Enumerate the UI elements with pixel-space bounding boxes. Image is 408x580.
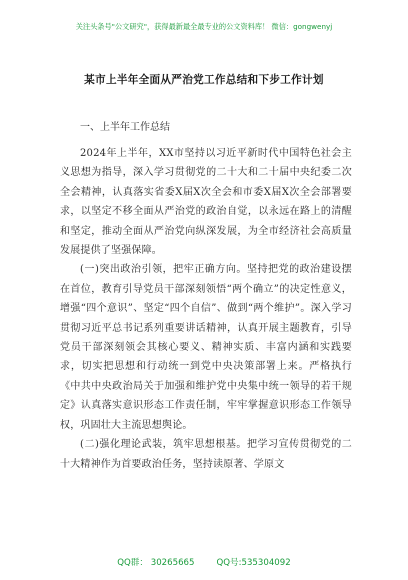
document-body [60, 118, 352, 474]
paragraph-summary: 2024年上半年，XX市坚持以习近平新时代中国特色社会主义思想为指导，深入学习贯彻党的二十大和二十届中央纪委二次全会精神，认真落实省委X届X次全会和市委X届X次全会部署要求，以坚定不移全面从严治党的政治自觉，以永远在路上的清醒和坚定，推动全面从严治党向纵深发展，为全市经济社会高质量发展提供了坚强保障。 [60, 148, 352, 257]
paragraph-political-guidance: (一)突出政治引领，把牢正确方向。坚持把党的政治建设摆在首位，教育引导党员干部深刻领悟“两个确立”的决定性意义，增强“四个意识”、坚定“四个自信”、做到“两个维护”。深入学习贯彻习近平总书记系列重要讲话精神，认真开展主题教育，引导党员干部深刻领会其核心要义、精神实质、丰富内涵和实践要求，切实把思想和行动统一到党中央决策部署上来。严格执行《中共中央政治局关于加强和维护党中央集中统一领导的若干规定》认真落实意识形态工作责任制，牢牢掌握意识形态工作领导权，巩固壮大主流思想舆论。 [60, 264, 352, 431]
promo-banner: 关注头条号"公文研究"，获得最新最全最专业的公文资料库！ 微信：gongwenyj [75, 22, 333, 31]
qq-group-number: QQ群： 30265665 [117, 558, 195, 568]
qq-account-number: QQ号:535304092 [216, 558, 291, 568]
section-heading: 一、上半年工作总结 [80, 122, 170, 133]
paragraph-theory-arming: (二)强化理论武装，筑牢思想根基。把学习宣传贯彻党的二十大精神作为首要政治任务，坚持读原著、学原文 [60, 439, 352, 470]
footer-contact [0, 556, 408, 568]
document-title: 某市上半年全面从严治党工作总结和下步工作计划 [84, 74, 324, 86]
